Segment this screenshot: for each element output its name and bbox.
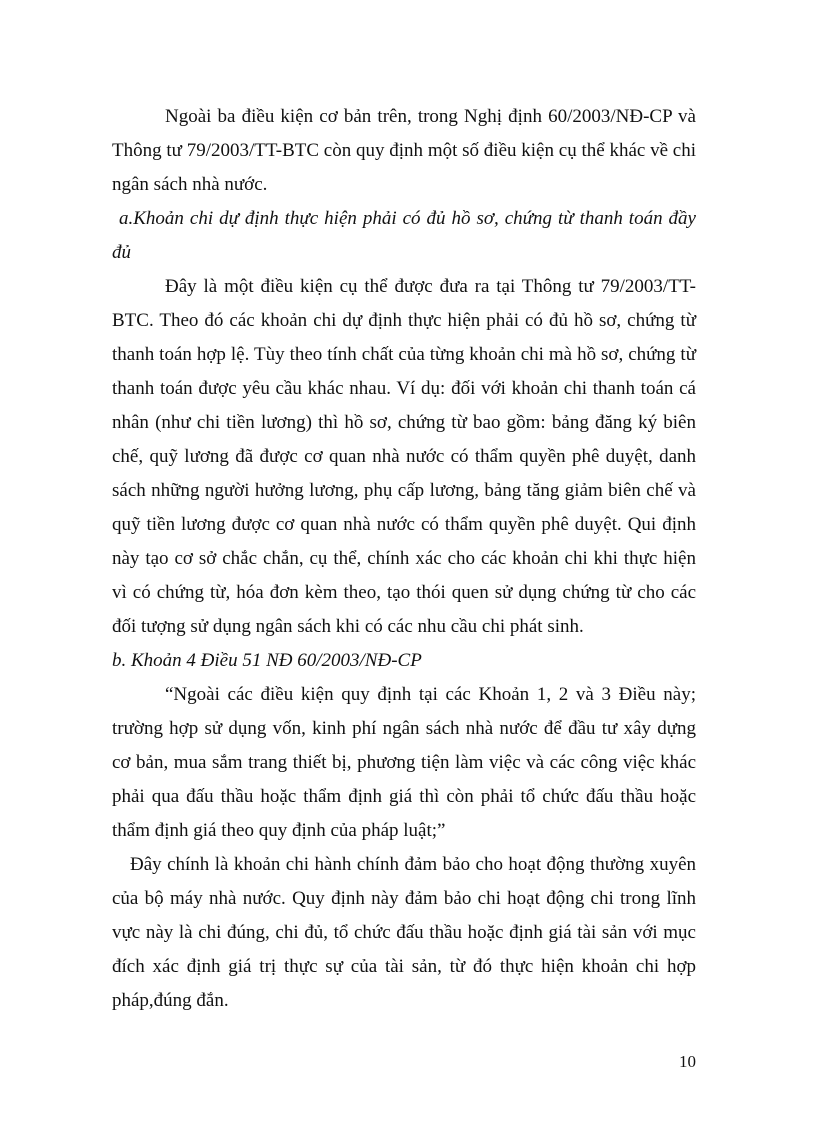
heading-b: b. Khoản 4 Điều 51 NĐ 60/2003/NĐ-CP: [112, 650, 422, 671]
paragraph-a-body: Đây là một điều kiện cụ thể được đưa ra tại Thông tư 79/2003/TT-BTC. Theo đó các khoản chi dự định thực hiện phải có đủ hồ sơ, chứng từ thanh toán hợp lệ. Tùy theo tính chất của từng khoản chi mà hồ sơ, chứng từ thanh toán được yêu cầu khác nhau. Ví dụ: đối với khoản chi thanh toán cá nhân (như chi tiền lương) thì hồ sơ, chứng từ bao gồm: bảng đăng ký biên chế, quỹ lương đã được cơ quan nhà nước có thẩm quyền phê duyệt, danh sách những người hưởng lương, phụ cấp lương, bảng tăng giảm biên chế và quỹ tiền lương được cơ quan nhà nước có thẩm quyền phê duyệt. Qui định này tạo cơ sở chắc chắn, cụ thể, chính xác cho các khoản chi khi thực hiện vì có chứng từ, hóa đơn kèm theo, tạo thói quen sử dụng chứng từ cho các đối tượng sử dụng ngân sách khi có các nhu cầu chi phát sinh.: [112, 276, 696, 637]
document-page: [112, 100, 696, 1018]
page-number: 10: [679, 1052, 696, 1071]
paragraph-quote: “Ngoài các điều kiện quy định tại các Khoản 1, 2 và 3 Điều này; trường hợp sử dụng vốn, kinh phí ngân sách nhà nước để đầu tư xây dựng cơ bản, mua sắm trang thiết bị, phương tiện làm việc và các công việc khác phải qua đấu thầu hoặc thẩm định giá thì còn phải tổ chức đấu thầu hoặc thẩm định giá theo quy định của pháp luật;”: [112, 684, 696, 841]
paragraph-b-body: Đây chính là khoản chi hành chính đảm bảo cho hoạt động thường xuyên của bộ máy nhà nước. Quy định này đảm bảo chi hoạt động chi trong lĩnh vực này là chi đúng, chi đủ, tổ chức đấu thầu hoặc định giá tài sản với mục đích xác định giá trị thực sự của tài sản, từ đó thực hiện khoản chi hợp pháp,đúng đắn.: [112, 854, 696, 1011]
heading-a: a.Khoản chi dự định thực hiện phải có đủ hồ sơ, chứng từ thanh toán đầy đủ: [112, 208, 696, 263]
paragraph-intro: Ngoài ba điều kiện cơ bản trên, trong Nghị định 60/2003/NĐ-CP và Thông tư 79/2003/TT-BTC còn quy định một số điều kiện cụ thể khác về chi ngân sách nhà nước.: [112, 106, 696, 195]
